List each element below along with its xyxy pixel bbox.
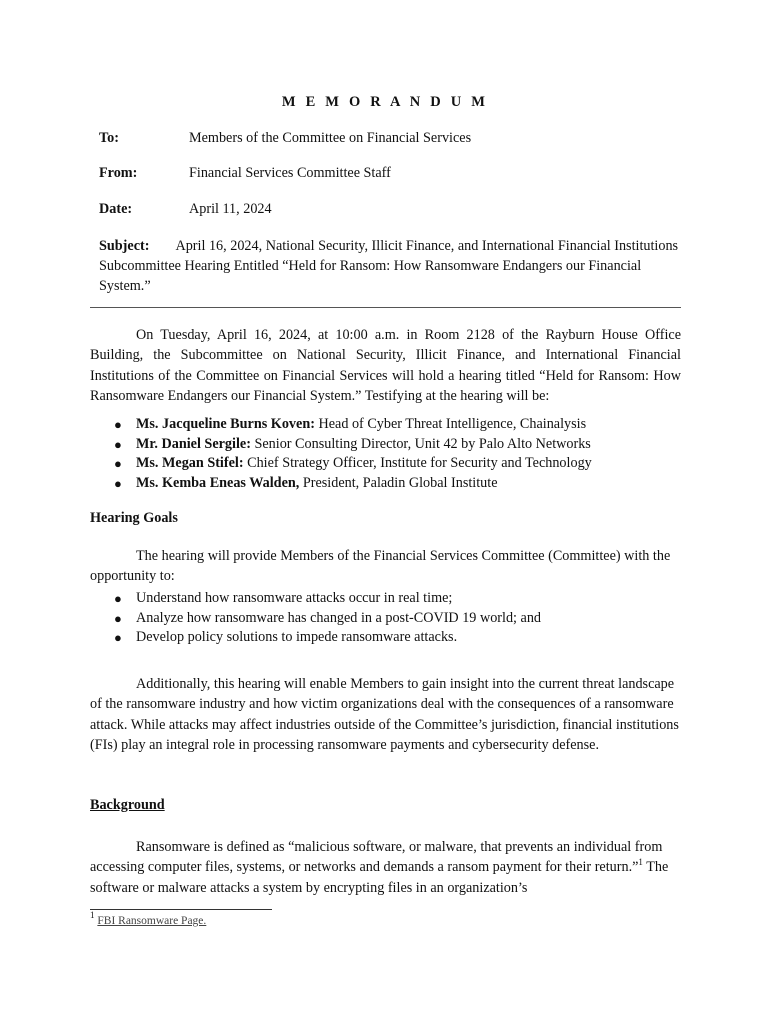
from-label: From:	[99, 165, 138, 181]
bullet-icon: ●	[114, 436, 122, 452]
subject-block	[99, 236, 679, 296]
memo-title: M E M O R A N D U M	[281, 94, 489, 110]
to-value: Members of the Committee on Financial Services	[189, 130, 472, 146]
fbi-ransomware-link[interactable]: FBI Ransomware Page.	[97, 915, 207, 927]
footnote-reference[interactable]: 1	[638, 857, 643, 868]
footnote-divider	[90, 909, 272, 910]
list-item	[90, 474, 681, 494]
list-item	[90, 628, 681, 648]
bullet-icon: ●	[114, 630, 122, 646]
witness-role: Senior Consulting Director, Unit 42 by Palo Alto Networks	[250, 435, 591, 452]
list-item	[90, 415, 681, 435]
background-heading: Background	[90, 797, 165, 813]
from-value: Financial Services Committee Staff	[189, 165, 391, 181]
list-item	[90, 589, 681, 609]
list-item	[90, 454, 681, 474]
witness-role: Head of Cyber Threat Intelligence, Chainalysis	[314, 416, 587, 432]
hearing-goals-heading: Hearing Goals	[90, 510, 178, 526]
witness-role: Chief Strategy Officer, Institute for Security and Technology	[243, 455, 592, 472]
witness-name: Mr. Daniel Sergile:	[136, 435, 251, 452]
date-value: April 11, 2024	[189, 201, 272, 217]
goals-intro-paragraph: The hearing will provide Members of the Financial Services Committee (Committee) with the opportunity to:	[90, 548, 671, 585]
background-text-continued: The software or malware attacks a system by encrypting files in an organization’s	[90, 859, 669, 896]
header-divider	[90, 307, 681, 308]
intro-paragraph: On Tuesday, April 16, 2024, at 10:00 a.m. in Room 2128 of the Rayburn House Office Building, the Subcommittee on National Security, Illicit Finance, and International Financial Institutions of the Committee on Financial Services will hold a hearing titled “Held for Ransom: How Ransomware Endangers our Financial System.” Testifying at the hearing will be:	[90, 327, 681, 405]
list-item	[90, 435, 681, 455]
bullet-icon: ●	[114, 456, 122, 472]
subject-label: Subject:	[99, 238, 150, 254]
goal-text: Understand how ransomware attacks occur in real time;	[136, 590, 453, 606]
to-label: To:	[99, 130, 119, 146]
bullet-icon: ●	[114, 591, 122, 606]
bullet-icon: ●	[114, 475, 122, 491]
footnote	[90, 910, 207, 927]
footnote-number: 1	[90, 910, 95, 920]
bullet-icon: ●	[114, 417, 122, 432]
bullet-icon: ●	[114, 610, 122, 626]
witness-name: Ms. Kemba Eneas Walden,	[136, 474, 300, 491]
witness-name: Ms. Megan Stifel:	[136, 455, 244, 472]
goals-list	[90, 589, 681, 648]
additional-paragraph: Additionally, this hearing will enable Members to gain insight into the current threat landscape of the ransomware industry and how victim organizations deal with the consequences of a ransomware attack. While attacks may affect industries outside of the Committee’s jurisdiction, financial institutions (FIs) play an integral role in processing ransomware payments and cybersecurity defense.	[90, 676, 679, 754]
background-text: Ransomware is defined as “malicious software, or malware, that prevents an individual from accessing computer files, systems, or networks and demands a ransom payment for their return.”	[90, 839, 663, 876]
witness-role: President, Paladin Global Institute	[299, 474, 498, 491]
goal-text: Analyze how ransomware has changed in a post-COVID 19 world; and	[136, 609, 542, 626]
list-item	[90, 609, 681, 629]
subject-value: April 16, 2024, National Security, Illicit Finance, and International Financial Institutions Subcommittee Hearing Entitled “Held for Ransom: How Ransomware Endangers our Financial System.”	[99, 238, 679, 294]
witness-list	[90, 415, 681, 493]
goal-text: Develop policy solutions to impede ransomware attacks.	[136, 629, 458, 646]
date-label: Date:	[99, 201, 133, 217]
background-paragraph	[90, 837, 681, 898]
witness-name: Ms. Jacqueline Burns Koven:	[136, 416, 315, 432]
